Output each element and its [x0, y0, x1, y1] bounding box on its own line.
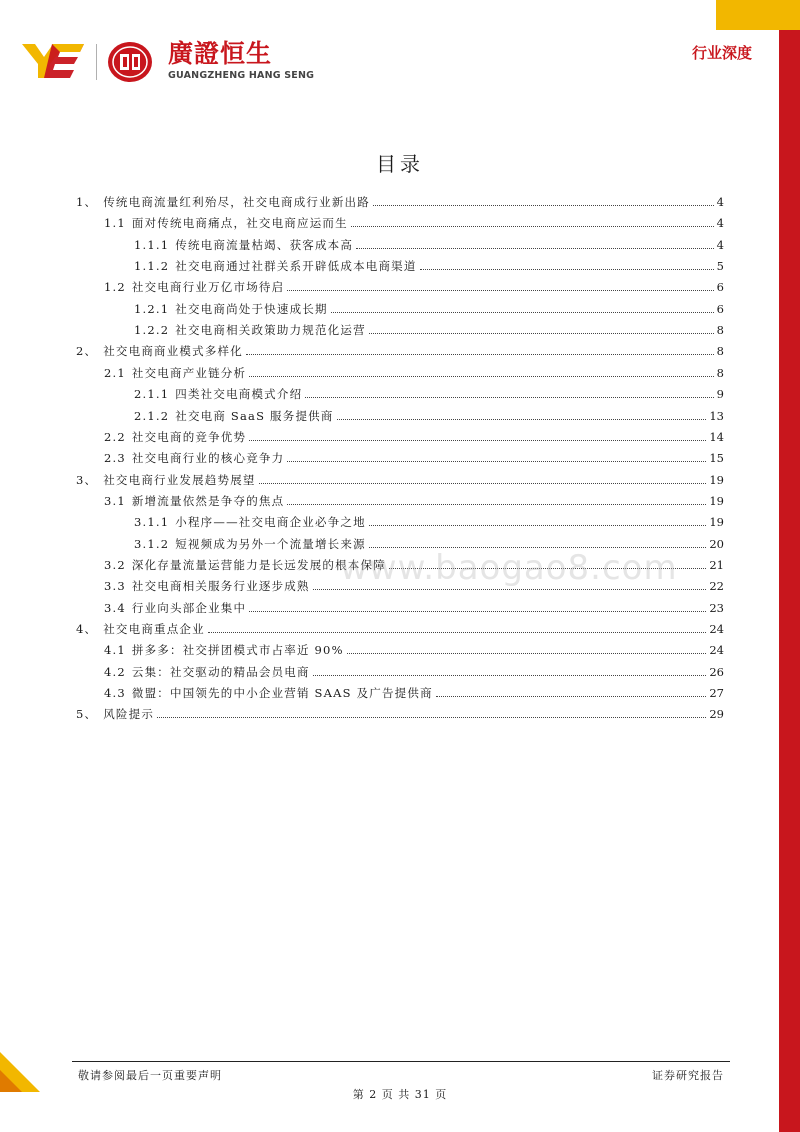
toc-entry-page: 24	[709, 622, 724, 636]
toc-entry-page: 5	[716, 259, 724, 274]
toc-leader-dots	[369, 525, 707, 526]
toc-entry-text: 深化存量流量运营能力是长远发展的根本保障	[131, 557, 386, 572]
toc-entry-number: 1.2	[104, 280, 126, 295]
toc-entry[interactable]	[134, 295, 724, 317]
toc-entry-text: 小程序——社交电商企业必争之地	[175, 515, 366, 530]
toc-leader-dots	[351, 226, 714, 227]
toc-entry[interactable]	[76, 188, 724, 210]
toc-entry-page: 8	[716, 344, 724, 359]
toc-entry-label	[76, 706, 154, 722]
toc-leader-dots	[249, 440, 706, 441]
footer-divider	[72, 1061, 730, 1062]
toc-entry-number: 2.1.2	[134, 408, 170, 423]
toc-entry-label	[104, 578, 310, 594]
toc-entry-label	[104, 600, 246, 616]
toc-entry-number: 2.2	[104, 429, 126, 444]
toc-leader-dots	[287, 504, 706, 505]
toc-entry-text: 面对传统电商痛点，社交电商应运而生	[131, 216, 348, 231]
toc-entry-text: 社交电商重点企业	[103, 622, 205, 636]
toc-entry[interactable]	[76, 466, 724, 488]
toc-entry[interactable]	[134, 402, 724, 424]
toc-leader-dots	[249, 611, 706, 612]
toc-entry-label	[134, 237, 353, 253]
toc-entry[interactable]	[104, 273, 724, 295]
gzhs-seal-icon	[105, 40, 155, 84]
toc-entry[interactable]	[104, 487, 724, 509]
toc-entry-label	[134, 408, 334, 424]
brand-name-cn: 廣證恒生	[168, 39, 273, 68]
toc-entry-page: 13	[709, 408, 724, 423]
toc-entry-number: 4.3	[104, 686, 126, 701]
toc-entry-text: 传统电商流量枯竭、获客成本高	[175, 237, 354, 252]
toc-entry-page: 24	[709, 643, 724, 658]
toc-entry-label	[104, 215, 348, 231]
toc-entry-page: 6	[716, 301, 724, 316]
toc-entry-number: 2.3	[104, 451, 126, 466]
toc-entry-page: 19	[709, 515, 724, 530]
footer-disclaimer-note: 敬请参阅最后一页重要声明	[78, 1069, 222, 1082]
toc-entry-number: 3.3	[104, 579, 126, 594]
toc-entry-label	[104, 279, 284, 295]
toc-entry-number: 4.1	[104, 643, 126, 658]
toc-entry-page: 8	[716, 323, 724, 338]
toc-entry-number: 4、	[76, 622, 98, 636]
toc-leader-dots	[246, 354, 714, 355]
toc-leader-dots	[208, 632, 707, 633]
toc-entry-text: 社交电商尚处于快速成长期	[175, 301, 328, 316]
toc-entry-page: 20	[709, 536, 724, 551]
toc-entry-number: 3、	[76, 472, 98, 487]
toc-entry-text: 微盟：中国领先的中小企业营销 SAAS 及广告提供商	[131, 686, 433, 701]
toc-entry-number: 5、	[76, 707, 98, 722]
toc-entry-label	[134, 322, 366, 338]
toc-entry-number: 1.2.2	[134, 323, 170, 338]
toc-entry-label	[76, 343, 243, 359]
toc-entry-number: 2.1.1	[134, 387, 170, 402]
toc-entry-text: 四类社交电商模式介绍	[175, 387, 303, 402]
toc-entry[interactable]	[104, 359, 724, 381]
toc-entry-label	[104, 493, 284, 509]
toc-leader-dots	[313, 675, 707, 676]
toc-entry-text: 拼多多：社交拼团模式市占率近 90%	[131, 643, 344, 658]
toc-entry-label	[134, 301, 328, 317]
toc-entry[interactable]	[76, 700, 724, 722]
toc-entry-label	[134, 386, 302, 402]
toc-entry-label	[104, 450, 284, 466]
toc-entry-number: 1.2.1	[134, 301, 170, 316]
toc-entry-page: 26	[709, 664, 724, 679]
toc-entry-text: 社交电商 SaaS 服务提供商	[175, 408, 334, 423]
toc-entry-page: 4	[716, 195, 724, 209]
toc-leader-dots	[337, 419, 707, 420]
toc-entry-label	[104, 429, 246, 445]
toc-entry-page: 15	[709, 451, 724, 466]
right-edge-bar	[779, 30, 800, 1132]
toc-entry-text: 社交电商行业发展趋势展望	[103, 472, 256, 487]
toc-entry[interactable]	[134, 252, 724, 274]
toc-entry-number: 3.1.2	[134, 536, 170, 551]
toc-leader-dots	[373, 205, 714, 206]
toc-entry-label	[104, 642, 344, 658]
toc-entry-page: 19	[709, 472, 724, 487]
toc-leader-dots	[420, 269, 714, 270]
toc-entry-text: 社交电商商业模式多样化	[103, 344, 243, 359]
toc-entry-number: 3.1	[104, 493, 126, 508]
toc-leader-dots	[287, 290, 713, 291]
toc-leader-dots	[157, 717, 706, 718]
toc-entry[interactable]	[76, 337, 724, 359]
toc-entry-page: 27	[709, 686, 724, 701]
toc-leader-dots	[287, 461, 706, 462]
toc-entry-page: 14	[709, 429, 724, 444]
toc-leader-dots	[436, 696, 707, 697]
toc-entry-text: 云集：社交驱动的精品会员电商	[131, 664, 310, 679]
toc-entry[interactable]	[76, 615, 724, 637]
toc-entry-text: 传统电商流量红利殆尽，社交电商成行业新出路	[103, 195, 370, 209]
corner-accent-tab	[716, 0, 800, 30]
toc-entry[interactable]	[104, 594, 724, 616]
toc-entry-text: 社交电商通过社群关系开辟低成本电商渠道	[175, 259, 417, 274]
toc-entry-label	[76, 621, 205, 637]
toc-entry-text: 社交电商行业的核心竞争力	[131, 451, 285, 466]
toc-entry-number: 1、	[76, 195, 98, 209]
toc-entry[interactable]	[104, 636, 724, 658]
toc-entry[interactable]	[104, 423, 724, 445]
toc-leader-dots	[305, 397, 713, 398]
footer-report-label: 证券研究报告	[652, 1069, 724, 1082]
toc-entry-number: 1.1.2	[134, 259, 170, 274]
toc-entry[interactable]	[134, 508, 724, 530]
toc-entry[interactable]	[134, 231, 724, 253]
toc-entry-page: 23	[709, 600, 724, 615]
watermark: www.baogao8.com	[340, 548, 678, 588]
ye-logo-icon	[22, 40, 84, 80]
toc-entry-number: 1.1.1	[134, 237, 170, 252]
brand-name-en: GUANGZHENG HANG SENG	[168, 70, 315, 81]
toc-entry-text: 社交电商的竞争优势	[131, 429, 247, 444]
toc-leader-dots	[347, 653, 707, 654]
toc-entry-text: 新增流量依然是争夺的焦点	[131, 493, 285, 508]
toc-entry-label	[134, 536, 366, 552]
toc-entry[interactable]	[134, 380, 724, 402]
toc-entry-text: 社交电商行业万亿市场待启	[131, 280, 285, 295]
toc-leader-dots	[369, 333, 714, 334]
toc-entry-page: 29	[709, 707, 724, 722]
toc-entry[interactable]	[104, 679, 724, 701]
toc-entry-label	[76, 472, 256, 488]
toc-entry-label	[134, 514, 366, 530]
footer-page-number: 第 2 页 共 31 页	[352, 1088, 448, 1101]
toc-entry-number: 4.2	[104, 664, 126, 679]
toc-entry-label	[134, 258, 417, 274]
toc-entry-label	[104, 365, 246, 381]
toc-entry-number: 2、	[76, 344, 98, 359]
report-type-label: 行业深度	[692, 44, 753, 62]
toc-entry-text: 社交电商相关服务行业逐步成熟	[131, 579, 310, 594]
toc-entry-page: 21	[709, 557, 724, 572]
toc-title: 目录	[376, 152, 424, 176]
toc-entry-text: 短视频成为另外一个流量增长来源	[175, 536, 366, 551]
toc-entry-text: 行业向头部企业集中	[131, 600, 247, 615]
toc-entry-text: 社交电商产业链分析	[131, 365, 247, 380]
toc-entry[interactable]	[134, 316, 724, 338]
toc-entry[interactable]	[104, 444, 724, 466]
toc-entry[interactable]	[104, 658, 724, 680]
toc-entry-number: 3.1.1	[134, 515, 170, 530]
toc-entry-page: 6	[716, 280, 724, 295]
toc-entry-page: 22	[709, 579, 724, 594]
toc-entry-text: 风险提示	[103, 707, 155, 722]
toc-leader-dots	[313, 589, 707, 590]
toc-entry-label	[104, 664, 310, 680]
toc-entry[interactable]	[104, 209, 724, 231]
toc-entry-page: 8	[716, 365, 724, 380]
toc-entry-page: 9	[716, 387, 724, 402]
toc-entry-number: 3.4	[104, 600, 126, 615]
toc-entry-number: 1.1	[104, 216, 126, 231]
toc-entry-page: 4	[716, 216, 724, 231]
toc-entry-number: 2.1	[104, 365, 126, 380]
toc-leader-dots	[249, 376, 713, 377]
toc-entry-number: 3.2	[104, 557, 126, 572]
toc-entry-page: 19	[709, 493, 724, 508]
toc-entry-label	[76, 194, 370, 210]
toc-entry-page: 4	[716, 237, 724, 252]
toc-leader-dots	[356, 248, 714, 249]
toc-leader-dots	[259, 483, 707, 484]
logo-divider	[96, 44, 97, 80]
toc-entry-text: 社交电商相关政策助力规范化运营	[175, 323, 366, 338]
toc-leader-dots	[331, 312, 714, 313]
toc-entry-label	[104, 685, 433, 701]
